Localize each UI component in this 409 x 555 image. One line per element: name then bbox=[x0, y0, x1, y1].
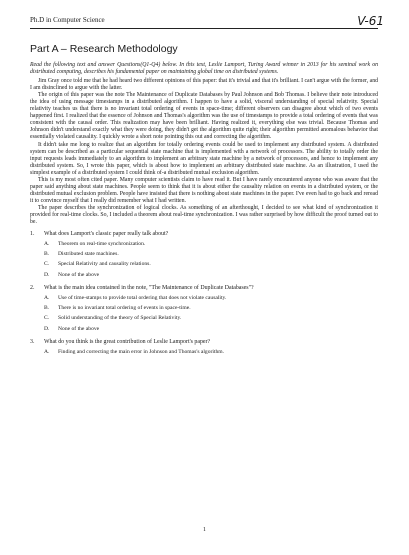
question-text: What is the main idea contained in the note, "The Maintenance of Duplicate Databases"? bbox=[44, 284, 254, 291]
answer-option: B. Distributed state machines. bbox=[44, 251, 119, 258]
question-text: What does Lamport's classic paper really talk about? bbox=[44, 231, 169, 238]
question-3 bbox=[30, 339, 378, 357]
question-number: 3. bbox=[30, 338, 35, 345]
document-body bbox=[30, 62, 378, 357]
intro-paragraph: Read the following text and answer Questions(Q1-Q4) below. In this text, Leslie Lamport, Turing Award winner in 2013 for his seminal work on distributed computing, describes his fundamental paper on maintaining global time on distributed systems. bbox=[30, 62, 378, 76]
passage-paragraph: The origin of this paper was the note The Maintenance of Duplicate Databases by Paul Johnson and Bob Thomas. I believe their note introduced the idea of using message timestamps in a distributed algorithm. I happen to have a solid, visceral understanding of special relativity. Special relativity teaches us that there is no invariant total ordering of events in space-time; different observers can disagree about which of two events happened first. I realized that the essence of Johnson and Thomas's algorithm was the use of timestamps to provide a total ordering of events that was consistent with the causal order. This realization may have been brilliant. Having realized it, everything else was trivial. Because Thomas and Johnson didn't understand exactly what they were doing, they didn't get the algorithm quite right; their algorithm permitted anomalous behavior that essentially violated causality. I quickly wrote a short note pointing this out and correcting the algorithm. bbox=[30, 92, 378, 141]
course-label: Ph.D in Computer Science bbox=[30, 16, 105, 24]
question-number: 2. bbox=[30, 284, 35, 291]
answer-option: C. Solid understanding of the theory of Special Relativity. bbox=[44, 315, 182, 322]
answer-option: C. Special Relativity and causality relations. bbox=[44, 261, 151, 268]
question-2 bbox=[30, 285, 378, 334]
page-header bbox=[30, 10, 384, 28]
answer-option: D. None of the above bbox=[44, 271, 100, 278]
answer-option: A. Theorem on real-time synchronization. bbox=[44, 241, 146, 248]
question-number: 1. bbox=[30, 231, 35, 238]
answer-option: A. Use of time-stamps to provide total ordering that does not violate causality. bbox=[44, 294, 227, 301]
passage-paragraph: It didn't take me long to realize that an algorithm for totally ordering events could be used to implement any distributed system. A distributed system can be described as a particular sequential state machine that is implemented with a network of processors. The ability to totally order the input requests leads immediately to an algorithm to implement an arbitrary state machine by a network of processors, and hence to implement any distributed system. So, I wrote this paper, which is about how to implement an arbitrary distributed state machine. As an illustration, I used the simplest example of a distributed system I could think of-a distributed mutual exclusion algorithm. bbox=[30, 141, 378, 176]
question-text: What do you think is the great contribution of Leslie Lamport's paper? bbox=[44, 338, 211, 345]
section-title: Part A – Research Methodology bbox=[30, 43, 178, 55]
answer-option: D. None of the above bbox=[44, 325, 100, 332]
header-divider bbox=[30, 28, 378, 29]
question-1 bbox=[30, 231, 378, 280]
handwritten-tag: V-61 bbox=[357, 14, 384, 28]
passage-paragraph: Jim Gray once told me that he had heard two different opinions of this paper: that it's trivial and that it's brilliant. I can't argue with the former, and I am disinclined to argue with the latter. bbox=[30, 78, 378, 92]
passage-paragraph: The paper describes the synchronization of logical clocks. As something of an afterthought, I decided to see what kind of synchronization it provided for real-time clocks. So, I included a theorem about real-time synchronization. I was rather surprised by how difficult the proof turned out to be. bbox=[30, 204, 378, 226]
answer-option: A. Finding and correcting the main error in Johnson and Thomas's algorithm. bbox=[44, 348, 225, 355]
answer-option: B. There is no invariant total ordering of events in space-time. bbox=[44, 305, 191, 312]
passage-paragraph: This is my most often cited paper. Many computer scientists claim to have read it. But I have rarely encountered anyone who was aware that the paper said anything about state machines. People seem to think that it is about either the causality relation on events in a distributed system, or the distributed mutual exclusion problem. People have insisted that there is nothing about state machines in the paper. I've even had to go back and reread it to convince myself that I really did remember what I had written. bbox=[30, 176, 378, 204]
page-number: 1 bbox=[203, 527, 206, 533]
